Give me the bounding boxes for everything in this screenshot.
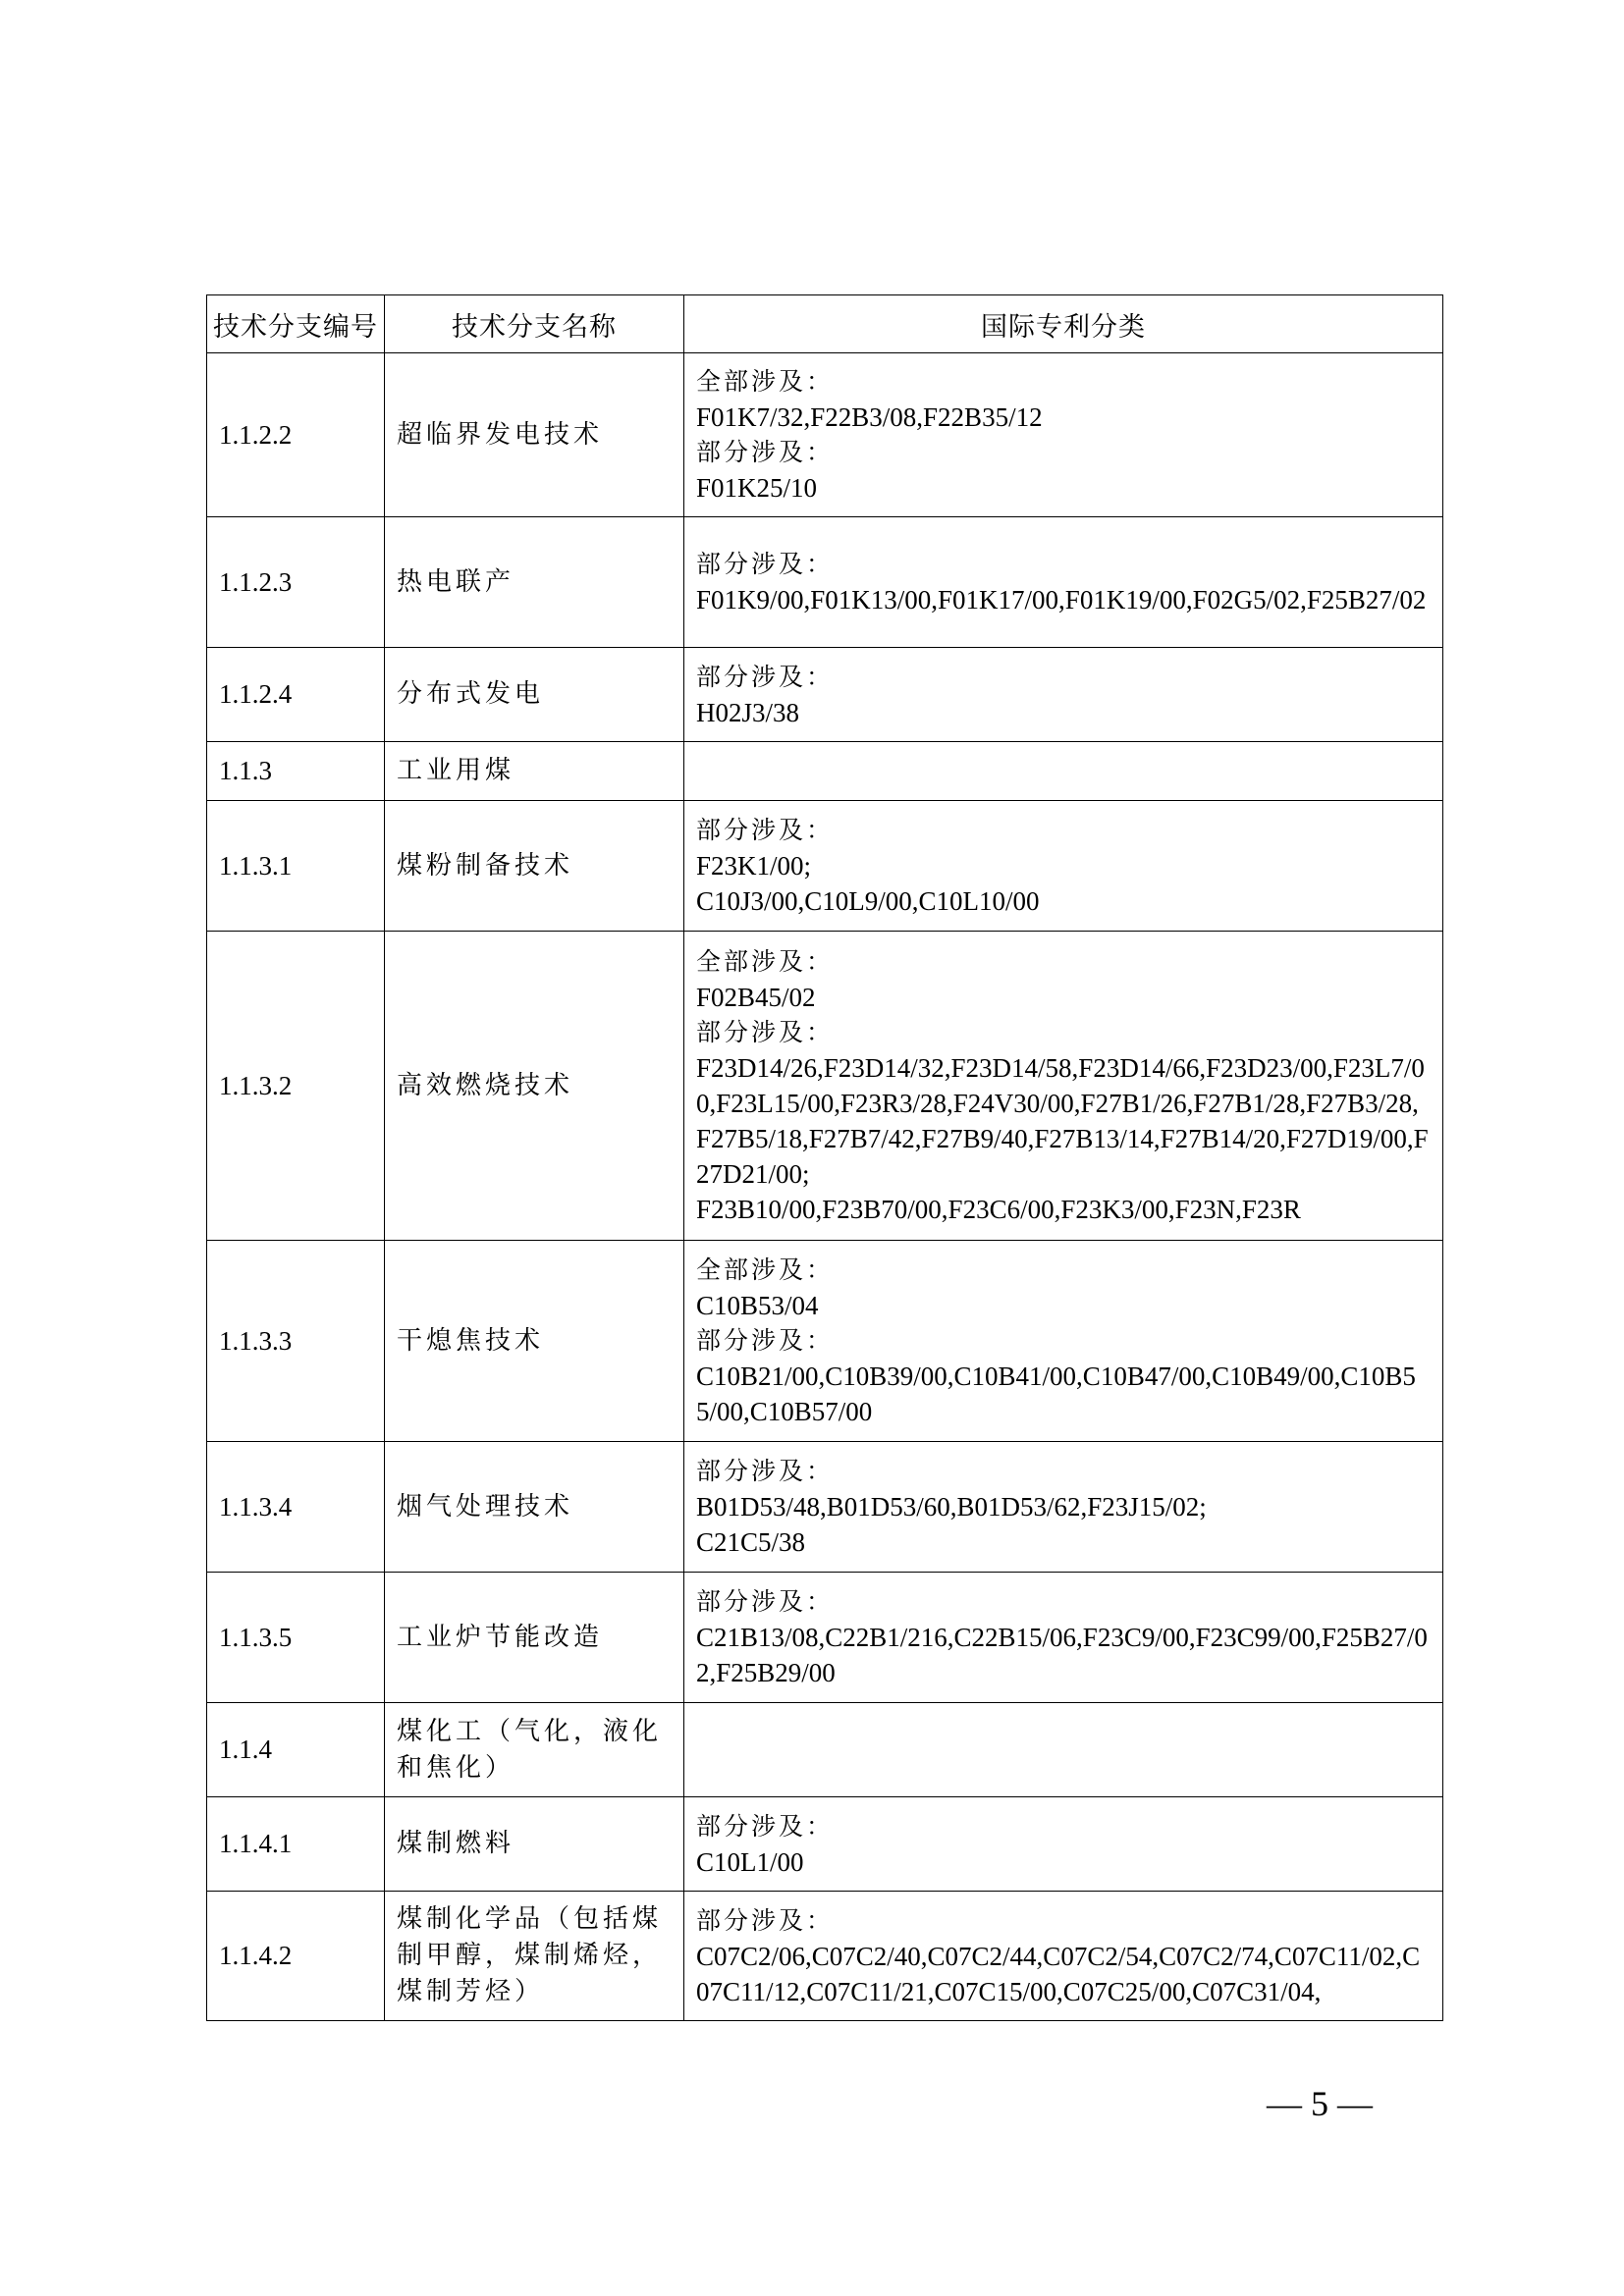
ipc-code-list: C10B53/04 (696, 1291, 819, 1320)
ipc-scope-label: 部分涉及： (696, 1018, 835, 1046)
ipc-codes (684, 1703, 1443, 1797)
branch-code: 1.1.4.1 (207, 1797, 385, 1892)
ipc-code-list: C10J3/00,C10L9/00,C10L10/00 (696, 886, 1040, 916)
ipc-code-list: C07C2/06,C07C2/40,C07C2/44,C07C2/54,C07C2/74,C07C11/02,C07C11/12,C07C11/21,C07C15/00,C07C25/00,C07C31/04, (696, 1941, 1421, 2006)
ipc-code-list: B01D53/48,B01D53/60,B01D53/62,F23J15/02; (696, 1492, 1207, 1522)
branch-code: 1.1.3 (207, 742, 385, 801)
ipc-codes (684, 932, 1443, 1241)
header-ipc: 国际专利分类 (684, 295, 1443, 353)
ipc-codes (684, 1892, 1443, 2021)
ipc-scope-label: 部分涉及： (696, 816, 835, 844)
branch-name: 工业炉节能改造 (385, 1573, 684, 1703)
ipc-code-list: F23D14/26,F23D14/32,F23D14/58,F23D14/66,F23D23/00,F23L7/00,F23L15/00,F23R3/28,F24V30/00,F27B1/26,F27B1/28,F27B3/28,F27B5/18,F27B7/42,F27B9/40,F27B13/14,F27B14/20,F27D19/00,F27D21/00; (696, 1053, 1429, 1189)
branch-name: 分布式发电 (385, 648, 684, 742)
ipc-codes (684, 801, 1443, 932)
branch-name: 煤制化学品（包括煤制甲醇，煤制烯烃，煤制芳烃） (385, 1892, 684, 2021)
ipc-scope-label: 全部涉及： (696, 367, 835, 396)
table-row (207, 1892, 1443, 2021)
branch-code: 1.1.3.2 (207, 932, 385, 1241)
ipc-code-list: F01K7/32,F22B3/08,F22B35/12 (696, 402, 1043, 432)
table-row (207, 801, 1443, 932)
branch-code: 1.1.4.2 (207, 1892, 385, 2021)
ipc-scope-label: 部分涉及： (696, 1905, 835, 1935)
ipc-code-list: F23K1/00; (696, 851, 812, 881)
ipc-scope-label: 部分涉及： (696, 1587, 835, 1616)
branch-name: 煤粉制备技术 (385, 801, 684, 932)
ipc-code-list: C10L1/00 (696, 1846, 804, 1877)
ipc-code-list: F02B45/02 (696, 983, 816, 1012)
ipc-scope-label: 部分涉及： (696, 1326, 835, 1355)
table-header-row (207, 295, 1443, 353)
table-row (207, 1573, 1443, 1703)
table-row (207, 1241, 1443, 1442)
header-branch-code: 技术分支编号 (207, 295, 385, 353)
ipc-code-list: C21C5/38 (696, 1527, 806, 1557)
ipc-scope-label: 部分涉及： (696, 550, 835, 578)
table-row (207, 1703, 1443, 1797)
header-branch-name: 技术分支名称 (385, 295, 684, 353)
branch-name: 高效燃烧技术 (385, 932, 684, 1241)
branch-code: 1.1.2.3 (207, 517, 385, 648)
branch-code: 1.1.3.5 (207, 1573, 385, 1703)
ipc-codes (684, 517, 1443, 648)
table-row (207, 742, 1443, 801)
ipc-code-list: F01K9/00,F01K13/00,F01K17/00,F01K19/00,F02G5/02,F25B27/02 (696, 585, 1427, 614)
ipc-code-list: C21B13/08,C22B1/216,C22B15/06,F23C9/00,F23C99/00,F25B27/02,F25B29/00 (696, 1623, 1428, 1687)
branch-code: 1.1.3.1 (207, 801, 385, 932)
branch-name: 超临界发电技术 (385, 353, 684, 517)
branch-name: 热电联产 (385, 517, 684, 648)
ipc-code-list: F23B10/00,F23B70/00,F23C6/00,F23K3/00,F23N,F23R (696, 1195, 1301, 1224)
ipc-codes (684, 1797, 1443, 1892)
branch-code: 1.1.3.4 (207, 1442, 385, 1573)
ipc-scope-label: 部分涉及： (696, 1457, 835, 1485)
page-number: — 5 — (1267, 2084, 1373, 2123)
ipc-codes (684, 1442, 1443, 1573)
branch-name: 煤化工（气化，液化和焦化） (385, 1703, 684, 1797)
branch-name: 煤制燃料 (385, 1797, 684, 1892)
table-row (207, 1442, 1443, 1573)
branch-code: 1.1.3.3 (207, 1241, 385, 1442)
ipc-scope-label: 部分涉及： (696, 1811, 835, 1841)
branch-name: 干熄焦技术 (385, 1241, 684, 1442)
table-row (207, 648, 1443, 742)
ipc-scope-label: 全部涉及： (696, 947, 835, 976)
branch-name: 工业用煤 (385, 742, 684, 801)
ipc-codes (684, 353, 1443, 517)
ipc-code-list: C10B21/00,C10B39/00,C10B41/00,C10B47/00,C10B49/00,C10B55/00,C10B57/00 (696, 1362, 1416, 1426)
ipc-codes (684, 1573, 1443, 1703)
branch-code: 1.1.2.2 (207, 353, 385, 517)
table-row (207, 932, 1443, 1241)
table-row (207, 1797, 1443, 1892)
ipc-codes (684, 648, 1443, 742)
branch-name: 烟气处理技术 (385, 1442, 684, 1573)
table-row (207, 353, 1443, 517)
ipc-codes (684, 1241, 1443, 1442)
ipc-scope-label: 全部涉及： (696, 1255, 835, 1284)
ipc-scope-label: 部分涉及： (696, 662, 835, 691)
ipc-classification-table (206, 294, 1443, 2021)
ipc-codes (684, 742, 1443, 801)
branch-code: 1.1.2.4 (207, 648, 385, 742)
ipc-scope-label: 部分涉及： (696, 438, 835, 466)
ipc-code-list: F01K25/10 (696, 473, 818, 503)
table-row (207, 517, 1443, 648)
branch-code: 1.1.4 (207, 1703, 385, 1797)
ipc-code-list: H02J3/38 (696, 697, 800, 727)
